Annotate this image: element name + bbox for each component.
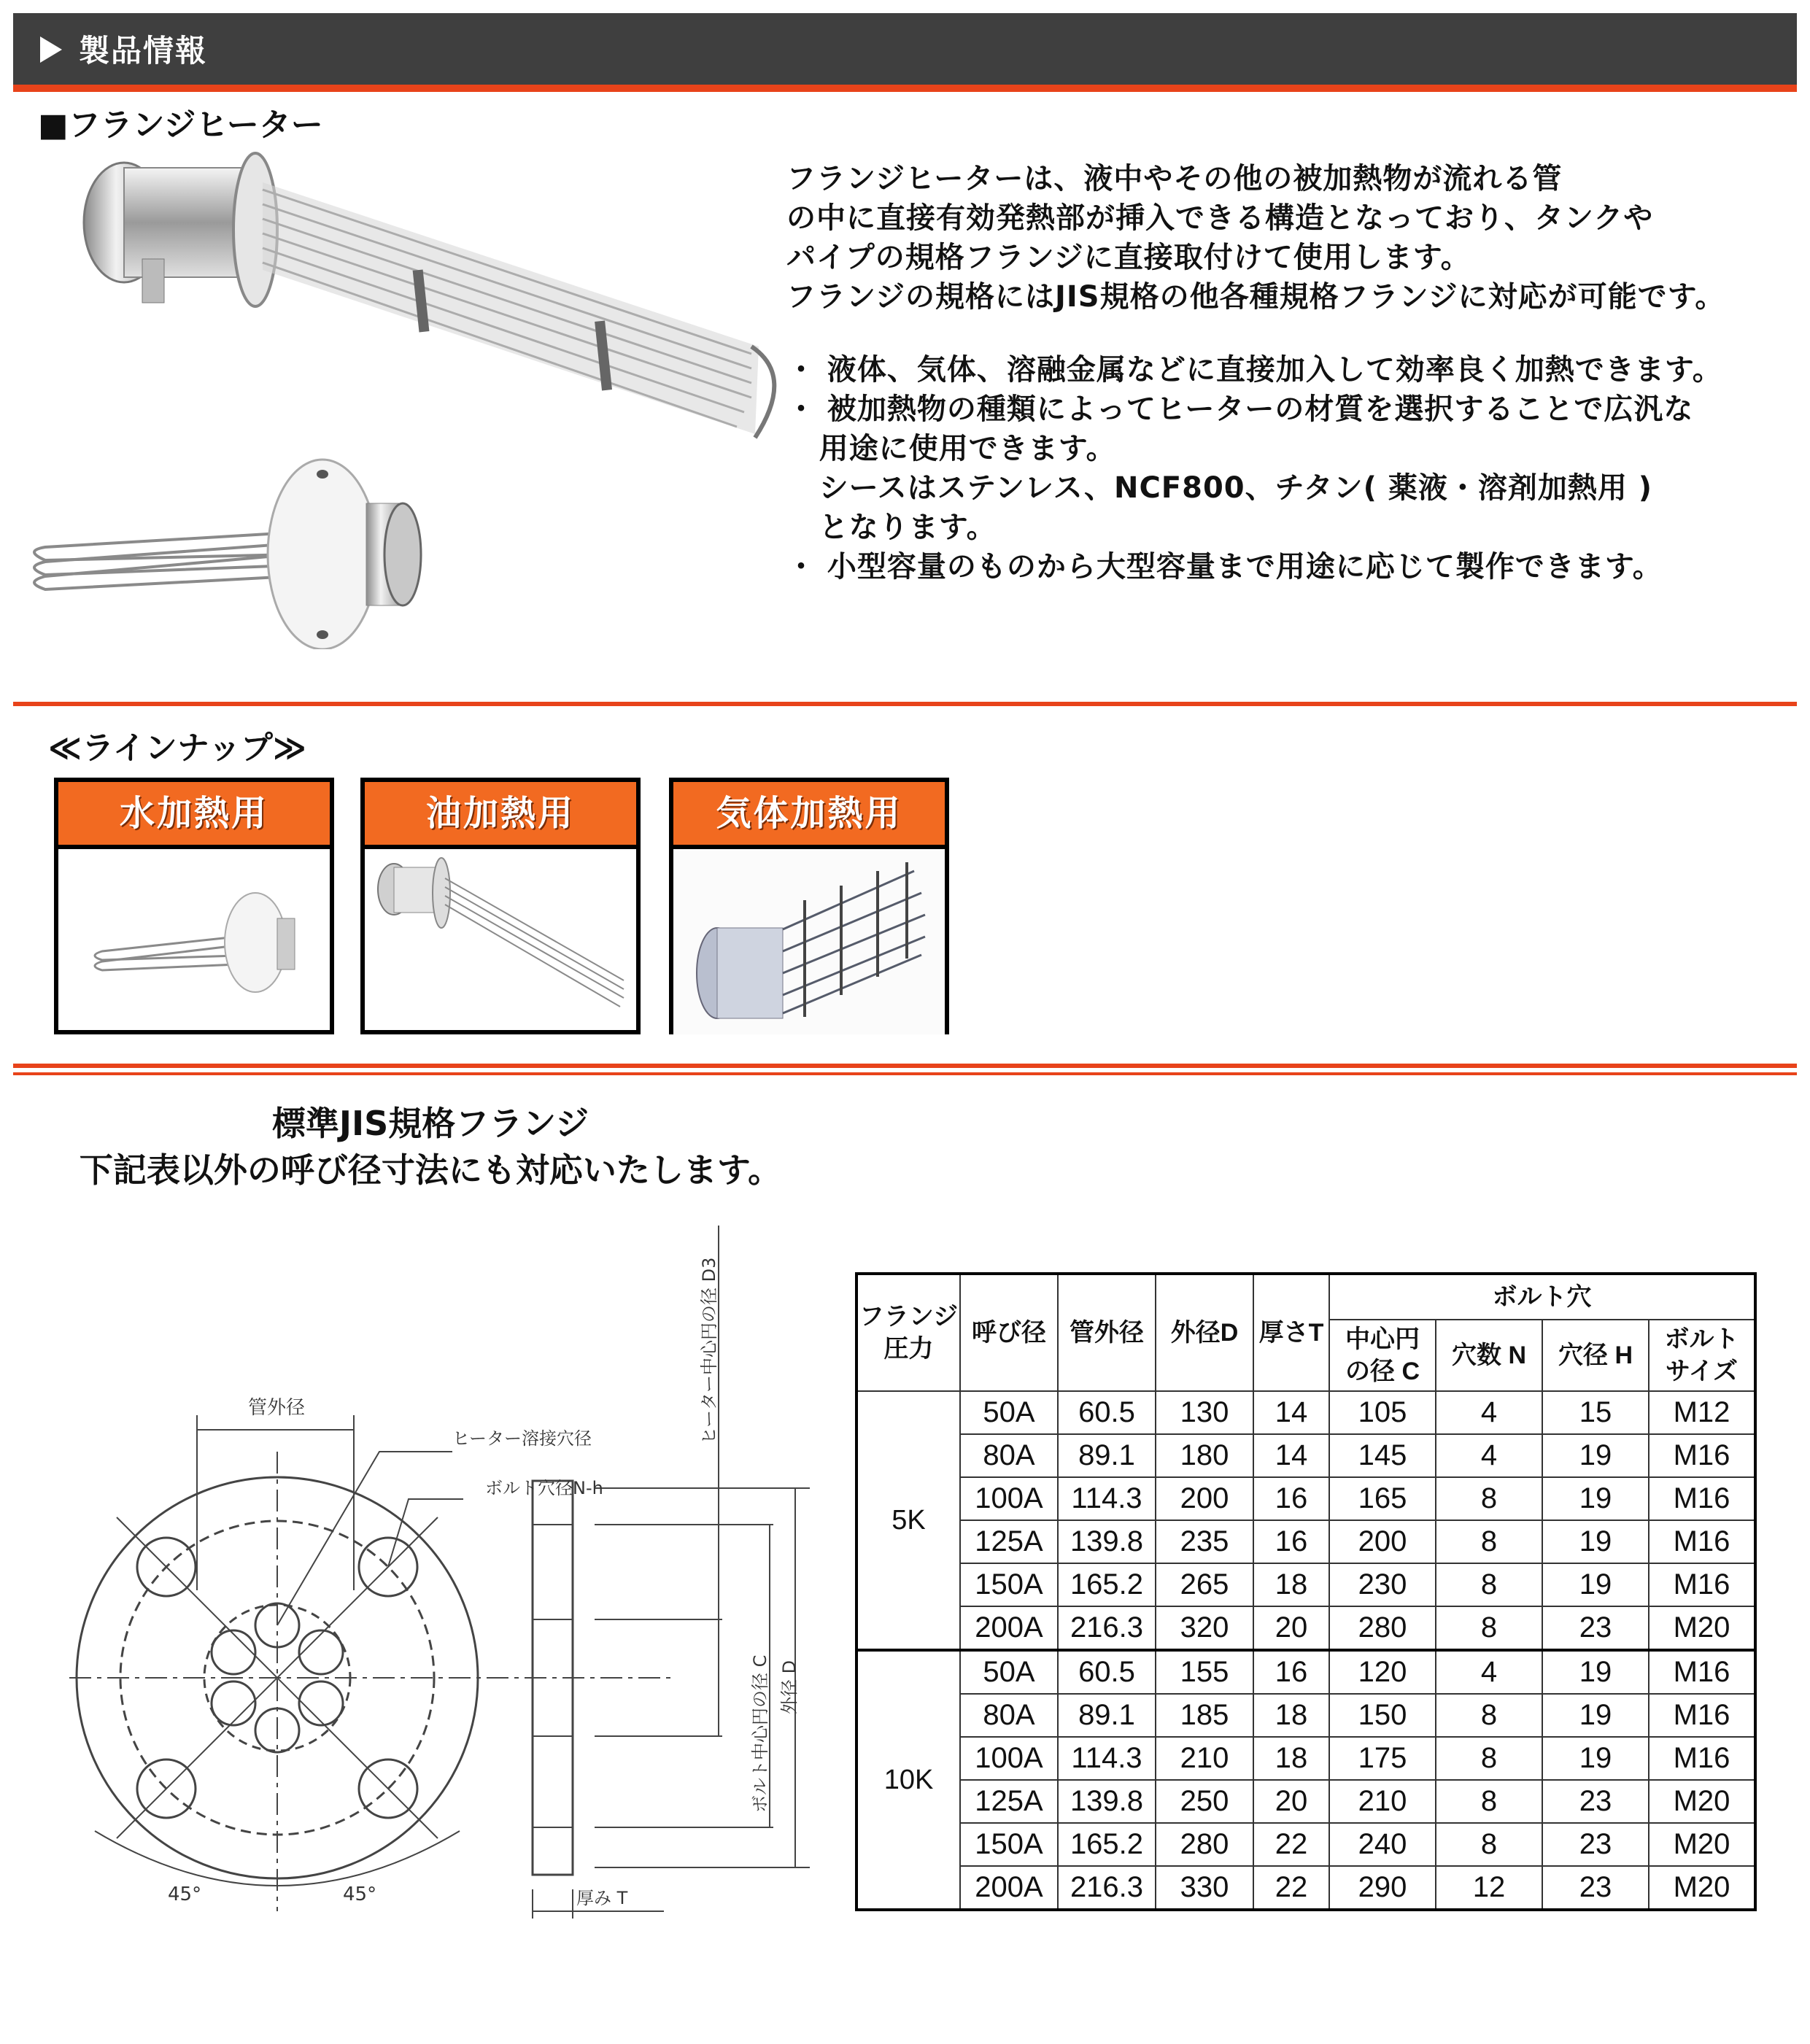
table-cell: 22: [1253, 1866, 1329, 1910]
header-pcd: 中心円 の径 C: [1329, 1320, 1436, 1391]
table-cell: 114.3: [1058, 1737, 1156, 1780]
table-cell: 16: [1253, 1520, 1329, 1563]
table-cell: 120: [1329, 1650, 1436, 1694]
drawing-label: 45°: [343, 1884, 377, 1905]
lineup-label: 水加熱用: [58, 782, 330, 849]
table-cell: 20: [1253, 1606, 1329, 1650]
table-cell: 80A: [960, 1434, 1058, 1477]
table-cell: M16: [1649, 1520, 1755, 1563]
table-cell: 4: [1436, 1650, 1542, 1694]
table-cell: M20: [1649, 1780, 1755, 1823]
lineup-label: 油加熱用: [365, 782, 636, 849]
table-cell: M16: [1649, 1434, 1755, 1477]
table-row: [856, 1391, 1755, 1434]
header-bolt-size: ボルト サイズ: [1649, 1320, 1755, 1391]
table-cell: 155: [1156, 1650, 1253, 1694]
flange-heater-photo-large: [73, 150, 802, 456]
table-cell: 18: [1253, 1563, 1329, 1606]
table-cell: 100A: [960, 1477, 1058, 1520]
header-bolt-group: ボルト穴: [1329, 1274, 1755, 1320]
table-cell: 320: [1156, 1606, 1253, 1650]
table-row: [856, 1694, 1755, 1737]
table-cell: 14: [1253, 1434, 1329, 1477]
table-row: [856, 1780, 1755, 1823]
table-cell: 14: [1253, 1391, 1329, 1434]
table-cell: M12: [1649, 1391, 1755, 1434]
table-cell: 130: [1156, 1391, 1253, 1434]
table-cell: 165.2: [1058, 1563, 1156, 1606]
table-cell: 150A: [960, 1563, 1058, 1606]
table-cell: 19: [1542, 1520, 1649, 1563]
table-cell: 280: [1156, 1823, 1253, 1866]
drawing-label: ヒーター中心円の径 D3: [699, 1257, 719, 1444]
table-cell: 100A: [960, 1737, 1058, 1780]
drawing-label: 管外径: [248, 1397, 306, 1419]
table-cell: M16: [1649, 1650, 1755, 1694]
table-cell: 180: [1156, 1434, 1253, 1477]
table-cell: 19: [1542, 1694, 1649, 1737]
table-row: [856, 1520, 1755, 1563]
header-nominal: 呼び径: [960, 1274, 1058, 1391]
header-pipe-od: 管外径: [1058, 1274, 1156, 1391]
table-cell: 139.8: [1058, 1780, 1156, 1823]
table-row: [856, 1434, 1755, 1477]
table-cell: 150: [1329, 1694, 1436, 1737]
table-cell: 8: [1436, 1563, 1542, 1606]
standard-title: 標準JIS規格フランジ 下記表以外の呼び径寸法にも対応いたします。: [79, 1104, 782, 1190]
table-cell: 139.8: [1058, 1520, 1156, 1563]
water-heater-image: [58, 849, 330, 1034]
drawing-label: 厚み T: [576, 1888, 628, 1908]
table-cell: 4: [1436, 1434, 1542, 1477]
table-row: [856, 1823, 1755, 1866]
product-features: ・ 液体、気体、溶融金属などに直接加入して効率良く加熱できます。 ・ 被加熱物の種類によってヒーターの材質を選択することで広汎な 用途に使用できます。 シースはステンレス、NCF800、チタン( 薬液・溶剤加熱用 ) となります。 ・ 小型容量のものから大型容量まで用途に応じて製作できます。: [786, 353, 1722, 584]
product-description: フランジヒーターは、液中やその他の被加熱物が流れる管 の中に直接有効発熱部が挿入できる構造となっており、タンクや パイプの規格フランジに直接取付けて使用します。 フランジの規格にはJIS規格の他各種規格フランジに対応が可能です。: [786, 162, 1725, 314]
table-cell: 235: [1156, 1520, 1253, 1563]
table-cell: 19: [1542, 1563, 1649, 1606]
table-cell: 18: [1253, 1737, 1329, 1780]
table-cell: 80A: [960, 1694, 1058, 1737]
table-cell: 216.3: [1058, 1606, 1156, 1650]
table-cell: 8: [1436, 1823, 1542, 1866]
table-cell: 200A: [960, 1606, 1058, 1650]
lineup-title: ≪ラインナップ≫: [48, 729, 306, 767]
table-cell: 210: [1329, 1780, 1436, 1823]
table-cell: 8: [1436, 1737, 1542, 1780]
table-cell: 19: [1542, 1477, 1649, 1520]
table-cell: 16: [1253, 1650, 1329, 1694]
table-cell: 4: [1436, 1391, 1542, 1434]
table-cell: 216.3: [1058, 1866, 1156, 1910]
play-arrow-icon: [40, 36, 62, 63]
header-thickness: 厚さT: [1253, 1274, 1329, 1391]
table-cell: 8: [1436, 1694, 1542, 1737]
section-divider: [13, 1064, 1797, 1068]
section-divider: [13, 702, 1797, 706]
table-cell: 18: [1253, 1694, 1329, 1737]
table-cell: 240: [1329, 1823, 1436, 1866]
table-row: [856, 1606, 1755, 1650]
header-hole: 穴径 H: [1542, 1320, 1649, 1391]
lineup-card-gas: [669, 778, 949, 1034]
table-row: [856, 1477, 1755, 1520]
table-row: [856, 1563, 1755, 1606]
table-cell: M16: [1649, 1563, 1755, 1606]
header-bar: [13, 13, 1797, 92]
pressure-cell: 10K: [856, 1650, 960, 1910]
table-cell: 230: [1329, 1563, 1436, 1606]
drawing-label: ヒーター溶接穴径: [452, 1428, 592, 1449]
oil-heater-image: [365, 849, 636, 1034]
table-cell: M20: [1649, 1606, 1755, 1650]
table-cell: 19: [1542, 1737, 1649, 1780]
table-cell: 22: [1253, 1823, 1329, 1866]
table-cell: 23: [1542, 1780, 1649, 1823]
table-cell: 89.1: [1058, 1694, 1156, 1737]
table-cell: 12: [1436, 1866, 1542, 1910]
table-cell: 23: [1542, 1823, 1649, 1866]
table-cell: M20: [1649, 1866, 1755, 1910]
table-cell: 175: [1329, 1737, 1436, 1780]
table-cell: 280: [1329, 1606, 1436, 1650]
drawing-label: 外径 D: [779, 1660, 800, 1714]
header-count: 穴数 N: [1436, 1320, 1542, 1391]
table-row: [856, 1737, 1755, 1780]
header-outer-d: 外径D: [1156, 1274, 1253, 1391]
lineup-card-oil: [360, 778, 641, 1034]
table-cell: 23: [1542, 1606, 1649, 1650]
lineup-label: 気体加熱用: [673, 782, 945, 849]
table-cell: 60.5: [1058, 1650, 1156, 1694]
table-cell: 125A: [960, 1780, 1058, 1823]
table-cell: 8: [1436, 1520, 1542, 1563]
table-cell: 125A: [960, 1520, 1058, 1563]
table-cell: 165: [1329, 1477, 1436, 1520]
table-cell: 265: [1156, 1563, 1253, 1606]
flange-technical-drawing: [66, 1211, 817, 1940]
table-cell: 210: [1156, 1737, 1253, 1780]
table-cell: 50A: [960, 1391, 1058, 1434]
table-cell: 114.3: [1058, 1477, 1156, 1520]
table-cell: 16: [1253, 1477, 1329, 1520]
table-row: [856, 1866, 1755, 1910]
section-divider: [13, 1072, 1797, 1075]
drawing-label: 45°: [168, 1884, 202, 1905]
product-title: ■フランジヒーター: [38, 107, 323, 144]
table-cell: 8: [1436, 1606, 1542, 1650]
table-cell: 105: [1329, 1391, 1436, 1434]
table-cell: M20: [1649, 1823, 1755, 1866]
table-cell: 89.1: [1058, 1434, 1156, 1477]
table-cell: M16: [1649, 1477, 1755, 1520]
table-cell: 185: [1156, 1694, 1253, 1737]
table-cell: 60.5: [1058, 1391, 1156, 1434]
table-cell: M16: [1649, 1694, 1755, 1737]
table-cell: 200: [1329, 1520, 1436, 1563]
table-cell: 290: [1329, 1866, 1436, 1910]
table-cell: 19: [1542, 1434, 1649, 1477]
table-cell: 200: [1156, 1477, 1253, 1520]
table-cell: 19: [1542, 1650, 1649, 1694]
lineup-card-water: [54, 778, 334, 1034]
flange-spec-table: [855, 1272, 1757, 1911]
table-cell: M16: [1649, 1737, 1755, 1780]
gas-heater-image: [673, 849, 945, 1034]
table-cell: 145: [1329, 1434, 1436, 1477]
table-row: [856, 1650, 1755, 1694]
drawing-label: ボルト穴径N-h: [485, 1478, 603, 1498]
header-pressure: フランジ 圧力: [856, 1274, 960, 1391]
table-cell: 20: [1253, 1780, 1329, 1823]
table-cell: 330: [1156, 1866, 1253, 1910]
table-cell: 50A: [960, 1650, 1058, 1694]
table-cell: 8: [1436, 1477, 1542, 1520]
table-cell: 200A: [960, 1866, 1058, 1910]
drawing-label: ボルト中心円の径 C: [750, 1654, 770, 1813]
table-cell: 23: [1542, 1866, 1649, 1910]
flange-heater-photo-small: [16, 452, 439, 649]
table-cell: 8: [1436, 1780, 1542, 1823]
table-cell: 250: [1156, 1780, 1253, 1823]
page-title: 製品情報: [79, 33, 208, 69]
table-cell: 15: [1542, 1391, 1649, 1434]
table-cell: 165.2: [1058, 1823, 1156, 1866]
table-cell: 150A: [960, 1823, 1058, 1866]
pressure-cell: 5K: [856, 1391, 960, 1650]
